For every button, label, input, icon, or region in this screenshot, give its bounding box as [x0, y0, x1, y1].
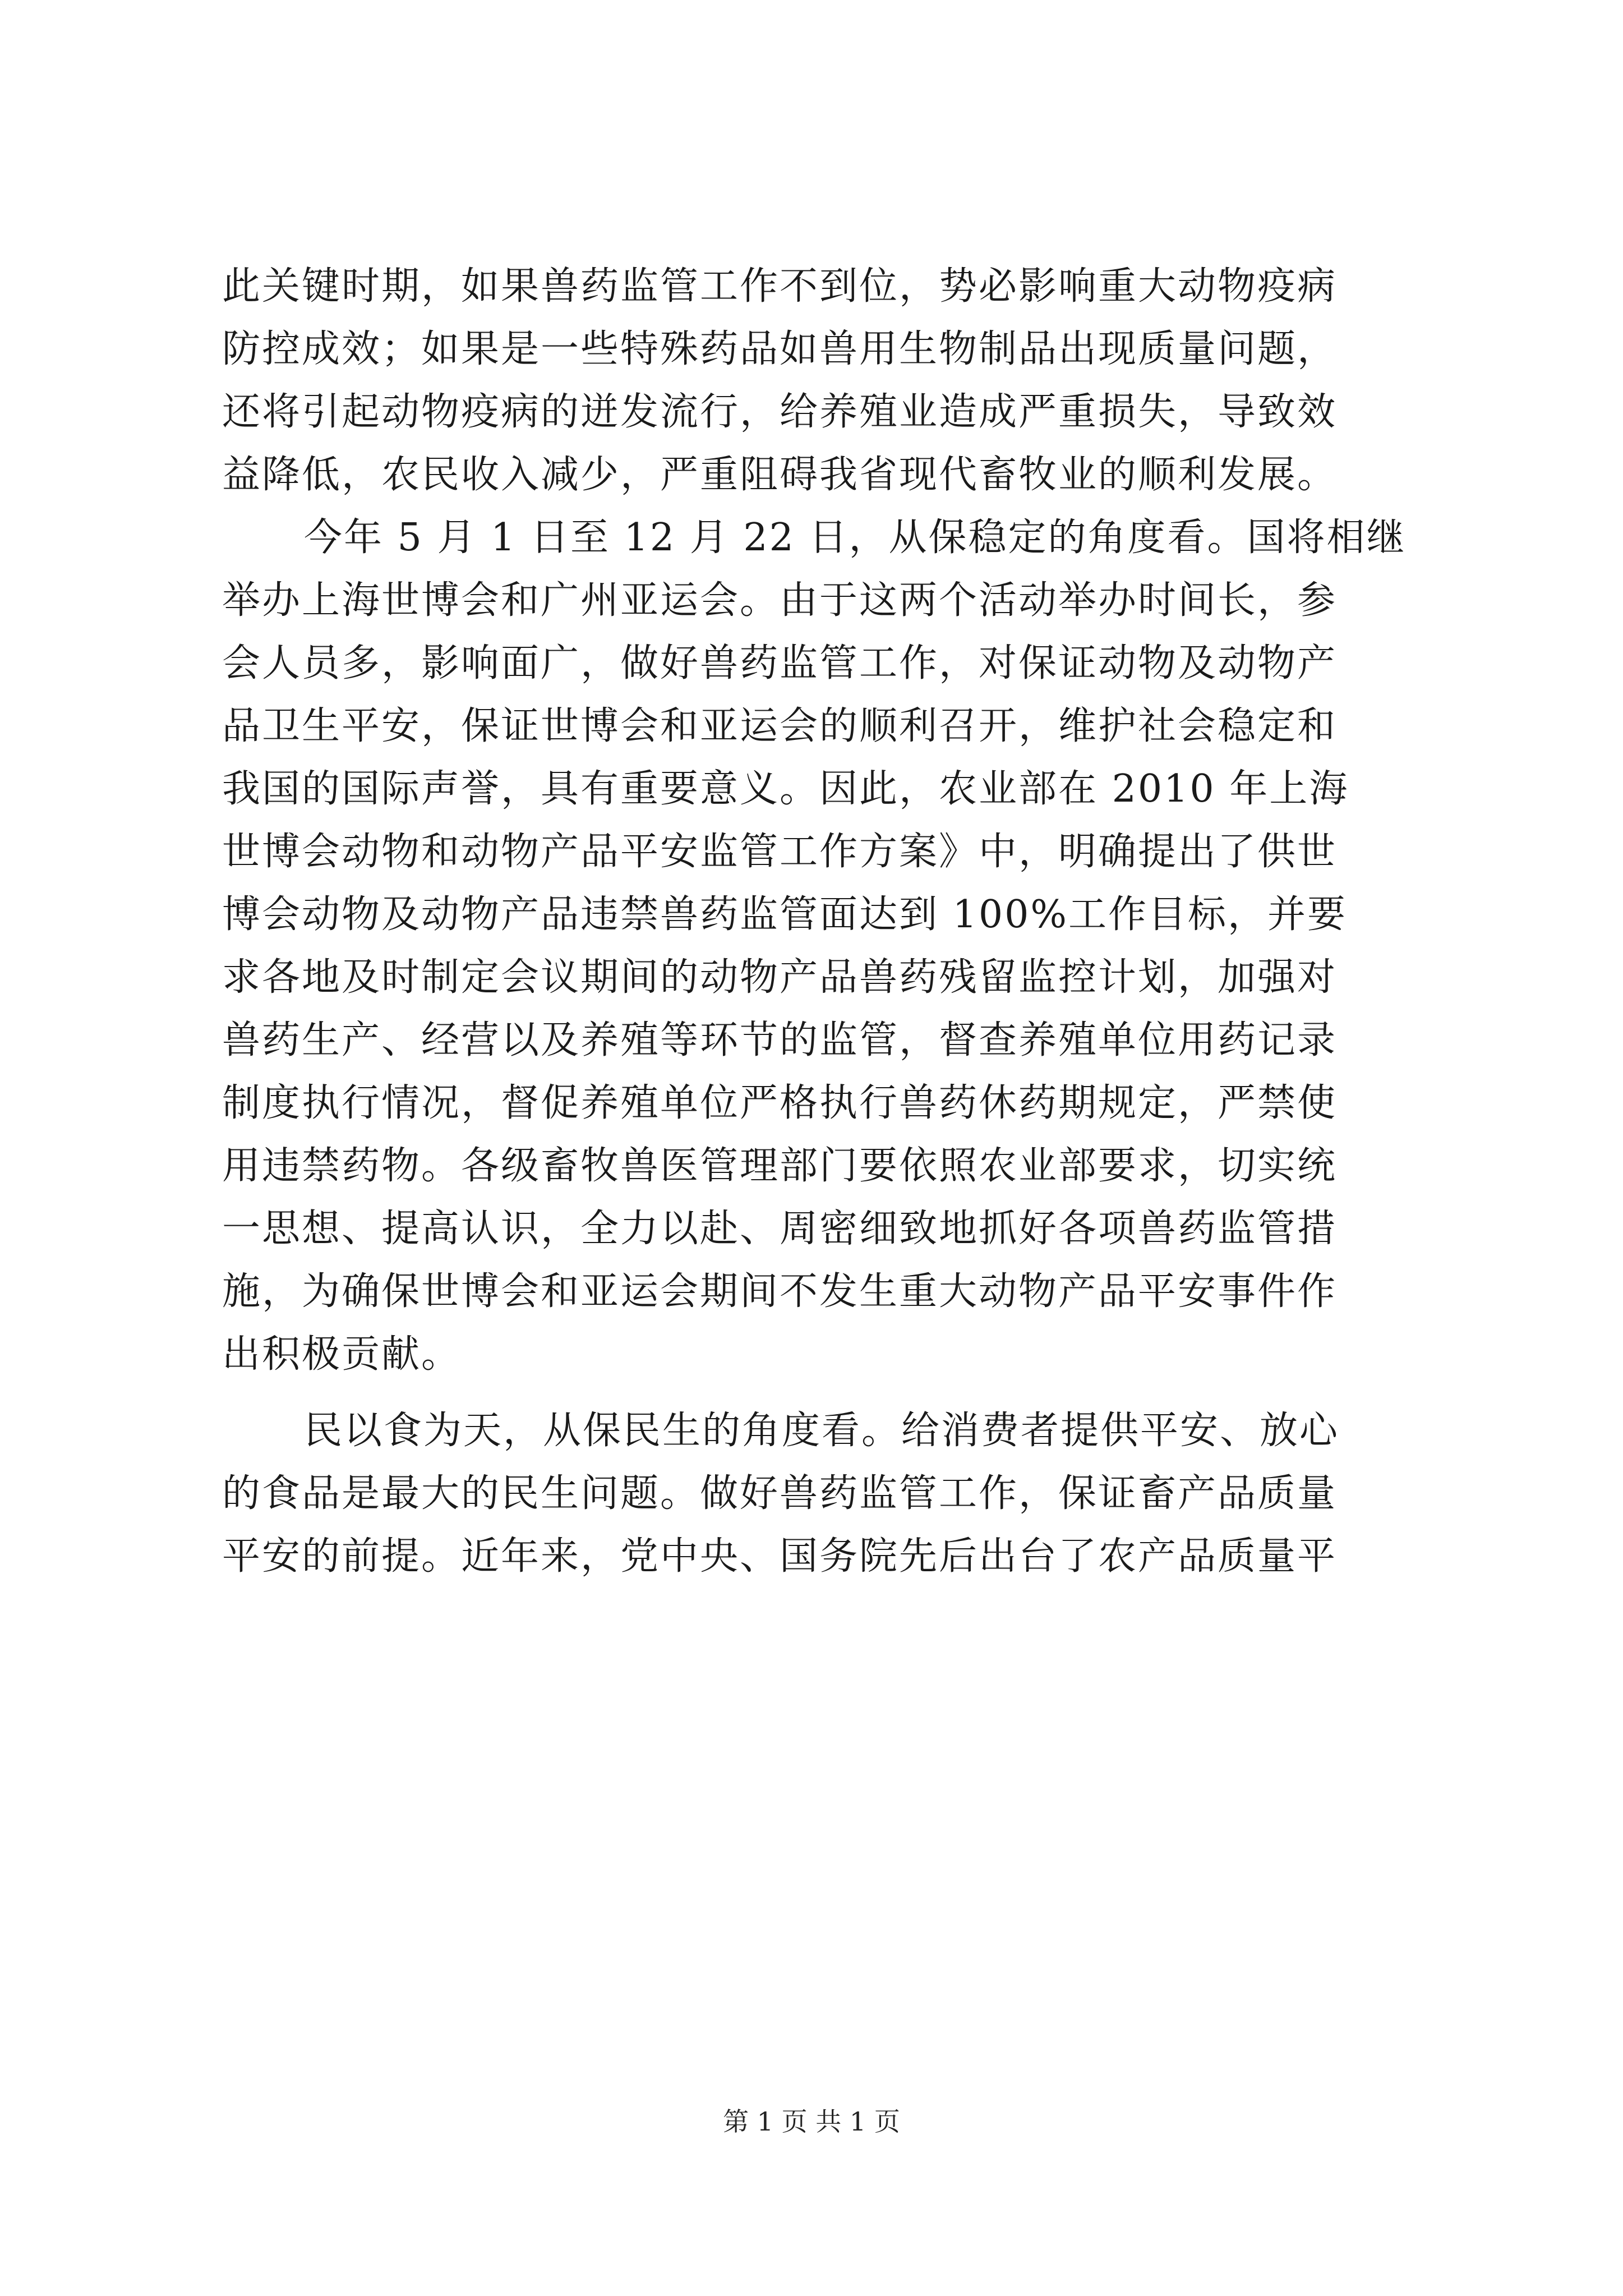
- paragraph-spacer: [222, 1386, 1417, 1400]
- text-line: 兽药生产、经营以及养殖等环节的监管，督查养殖单位用药记录: [222, 1018, 1338, 1062]
- text-line: 出积极贡献。: [222, 1332, 462, 1377]
- text-line: 防控成效；如果是一些特殊药品如兽用生物制品出现质量问题，: [222, 327, 1338, 371]
- text-line: 世博会动物和动物产品平安监管工作方案》中，明确提出了供世: [222, 830, 1338, 874]
- text-line: 的食品是最大的民生问题。做好兽药监管工作，保证畜产品质量: [222, 1471, 1338, 1516]
- page-number-label: 第 1 页 共 1 页: [723, 2106, 900, 2137]
- text-line: 此关键时期，如果兽药监管工作不到位，势必影响重大动物疫病: [222, 264, 1338, 309]
- text-line: 制度执行情况，督促养殖单位严格执行兽药休药期规定，严禁使: [222, 1081, 1338, 1125]
- text-line: 还将引起动物疫病的迸发流行，给养殖业造成严重损失，导致效: [222, 390, 1338, 434]
- text-line: 会人员多，影响面广，做好兽药监管工作，对保证动物及动物产: [222, 641, 1338, 685]
- page-footer: [0, 2105, 1623, 2138]
- paragraph: [222, 1400, 1417, 1588]
- text-line: 品卫生平安，保证世博会和亚运会的顺利召开，维护社会稳定和: [222, 704, 1338, 748]
- text-line: 用违禁药物。各级畜牧兽医管理部门要依照农业部要求，切实统: [222, 1144, 1338, 1188]
- text-line: 平安的前提。近年来，党中央、国务院先后出台了农产品质量平: [222, 1534, 1338, 1579]
- paragraph: [222, 507, 1417, 1386]
- text-line: 举办上海世博会和广州亚运会。由于这两个活动举办时间长，参: [222, 578, 1338, 623]
- text-line: 今年 5 月 1 日至 12 月 22 日，从保稳定的角度看。国将相继: [304, 516, 1407, 560]
- paragraph: [222, 255, 1417, 507]
- text-line: 博会动物及动物产品违禁兽药监管面达到 100%工作目标，并要: [222, 892, 1348, 937]
- text-line: 民以食为天，从保民生的角度看。给消费者提供平安、放心: [304, 1409, 1340, 1453]
- document-body: [222, 255, 1417, 1588]
- text-line: 求各地及时制定会议期间的动物产品兽药残留监控计划，加强对: [222, 955, 1338, 1000]
- text-line: 益降低，农民收入减少，严重阻碍我省现代畜牧业的顺利发展。: [222, 453, 1338, 497]
- text-line: 施，为确保世博会和亚运会期间不发生重大动物产品平安事件作: [222, 1269, 1338, 1314]
- text-line: 一思想、提高认识，全力以赴、周密细致地抓好各项兽药监管措: [222, 1207, 1338, 1251]
- text-line: 我国的国际声誉，具有重要意义。因此，农业部在 2010 年上海: [222, 767, 1349, 811]
